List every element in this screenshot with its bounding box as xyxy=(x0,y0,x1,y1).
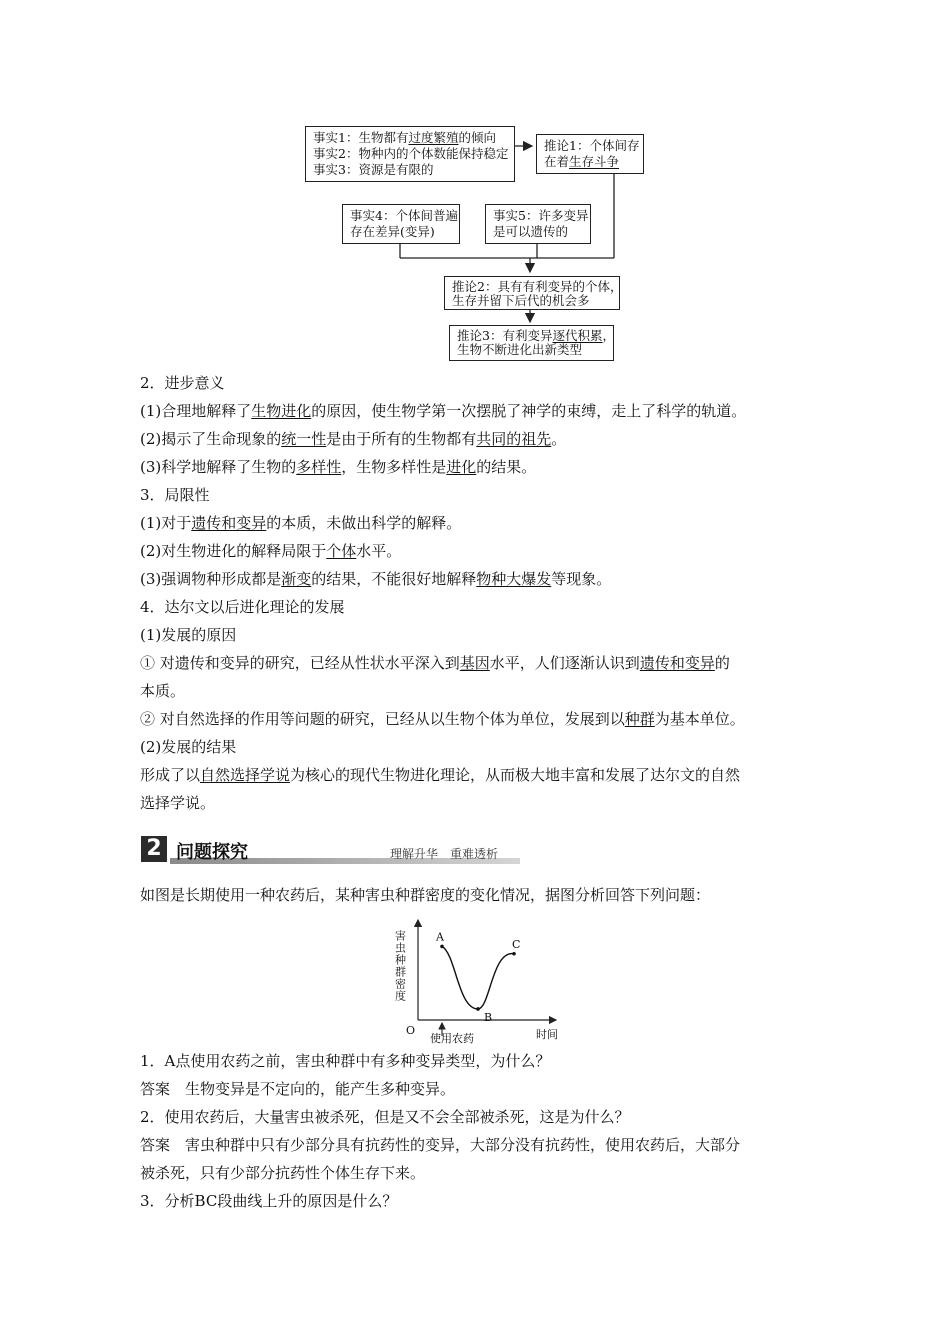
section2-point1: (1)合理地解释了生物进化的原因，使生物学第一次摆脱了神学的束缚，走上了科学的轨道。 xyxy=(140,402,747,420)
section2-heading: 2．进步意义 xyxy=(140,374,225,392)
intro-text: 如图是长期使用一种农药后，某种害虫种群密度的变化情况，据图分析回答下列问题： xyxy=(140,886,711,904)
section4-cause2: ② 对自然选择的作用等问题的研究，已经从以生物个体为单位，发展到以种群为基本单位。 xyxy=(140,710,745,728)
fact4-line1: 事实4：个体间普遍 xyxy=(350,208,458,223)
inference2-line1: 推论2：具有有利变异的个体， xyxy=(452,279,623,294)
box-fact5 xyxy=(485,204,591,244)
section3-point3: (3)强调物种形成都是渐变的结果，不能很好地解释物种大爆发等现象。 xyxy=(140,570,612,588)
inference3-text: 推论3：有利变异 xyxy=(457,328,553,343)
section2-point3: (3)科学地解释了生物的多样性，生物多样性是进化的结果。 xyxy=(140,458,537,476)
point-b xyxy=(476,1007,480,1011)
flowchart-arrows xyxy=(0,0,950,380)
point-c xyxy=(512,952,516,956)
fact2-text: 事实2：物种内的个体数能保持稳定 xyxy=(313,146,509,161)
origin-label: O xyxy=(406,1024,416,1037)
answer-1: 答案 生物变异是不定向的，能产生多种变异。 xyxy=(140,1080,456,1098)
fact4-line2: 存在差异(变异) xyxy=(350,224,435,239)
inference1-line1: 推论1：个体间存 xyxy=(544,138,640,153)
section4-cause1: ① 对遗传和变异的研究，已经从性状水平深入到基因水平，人们逐渐认识到遗传和变异的 xyxy=(140,654,730,672)
inference3-underline: 逐代积累 xyxy=(552,328,603,343)
density-curve xyxy=(442,946,514,1009)
box-inference3 xyxy=(449,325,614,361)
answer-2-cont: 被杀死，只有少部分抗药性个体生存下来。 xyxy=(140,1164,426,1182)
banner-title: 问题探究 xyxy=(176,842,248,863)
inference2-line2: 生存并留下后代的机会多 xyxy=(452,293,590,308)
fact5-line1: 事实5：许多变异 xyxy=(493,208,589,223)
x-axis-label: 时间 xyxy=(536,1028,558,1041)
inference1-line2: 在着 xyxy=(544,154,570,169)
pesticide-marker-label: 使用农药 xyxy=(430,1032,474,1044)
box-inference2 xyxy=(444,276,623,310)
fact3-text: 事实3：资源是有限的 xyxy=(313,162,434,177)
section4-result-cont: 选择学说。 xyxy=(140,794,216,812)
section3-point1: (1)对于遗传和变异的本质，未做出科学的解释。 xyxy=(140,514,462,532)
inference3-text-end: ， xyxy=(602,328,615,343)
fact5-line2: 是可以遗传的 xyxy=(493,224,569,239)
point-label-c: C xyxy=(512,937,521,951)
question-3: 3．分析BC段曲线上升的原因是什么？ xyxy=(140,1192,398,1210)
point-label-a: A xyxy=(436,930,444,944)
fact1-text-end: 的倾向 xyxy=(458,130,496,145)
section3-heading: 3．局限性 xyxy=(140,486,210,504)
answer-2: 答案 害虫种群中只有少部分具有抗药性的变异，大部分没有抗药性，使用农药后，大部分 xyxy=(140,1136,741,1154)
question-2: 2．使用农药后，大量害虫被杀死，但是又不会全部被杀死，这是为什么？ xyxy=(140,1108,630,1126)
section4-heading: 4．达尔文以后进化理论的发展 xyxy=(140,598,345,616)
section2-point2: (2)揭示了生命现象的统一性是由于所有的生物都有共同的祖先。 xyxy=(140,430,567,448)
section3-point2: (2)对生物进化的解释局限于个体水平。 xyxy=(140,542,402,560)
inference1-underline: 生存斗争 xyxy=(569,154,620,169)
section4-cause1-cont: 本质。 xyxy=(140,682,186,700)
pest-density-chart xyxy=(380,912,580,1044)
section4-sub1: (1)发展的原因 xyxy=(140,626,237,644)
box-fact4 xyxy=(342,204,460,244)
fact1-text: 事实1：生物都有 xyxy=(313,130,409,145)
section4-sub2: (2)发展的结果 xyxy=(140,738,237,756)
question-1: 1．A点使用农药之前，害虫种群中有多种变异类型，为什么？ xyxy=(140,1052,551,1070)
inference3-line2: 生物不断进化出新类型 xyxy=(457,342,583,357)
fact1-underline: 过度繁殖 xyxy=(408,130,459,145)
point-label-b: B xyxy=(484,1010,493,1024)
banner-number: 2 xyxy=(141,836,167,862)
box-inference1 xyxy=(536,134,644,174)
y-axis-label: 害虫种群密度 xyxy=(393,930,407,1002)
banner-subtitle: 理解升华 重难透析 xyxy=(390,847,499,861)
box-facts-1-3 xyxy=(305,126,515,182)
section4-result: 形成了以自然选择学说为核心的现代生物进化理论，从而极大地丰富和发展了达尔文的自然 xyxy=(140,766,741,784)
chart-container xyxy=(380,912,580,1044)
point-a xyxy=(440,945,444,949)
